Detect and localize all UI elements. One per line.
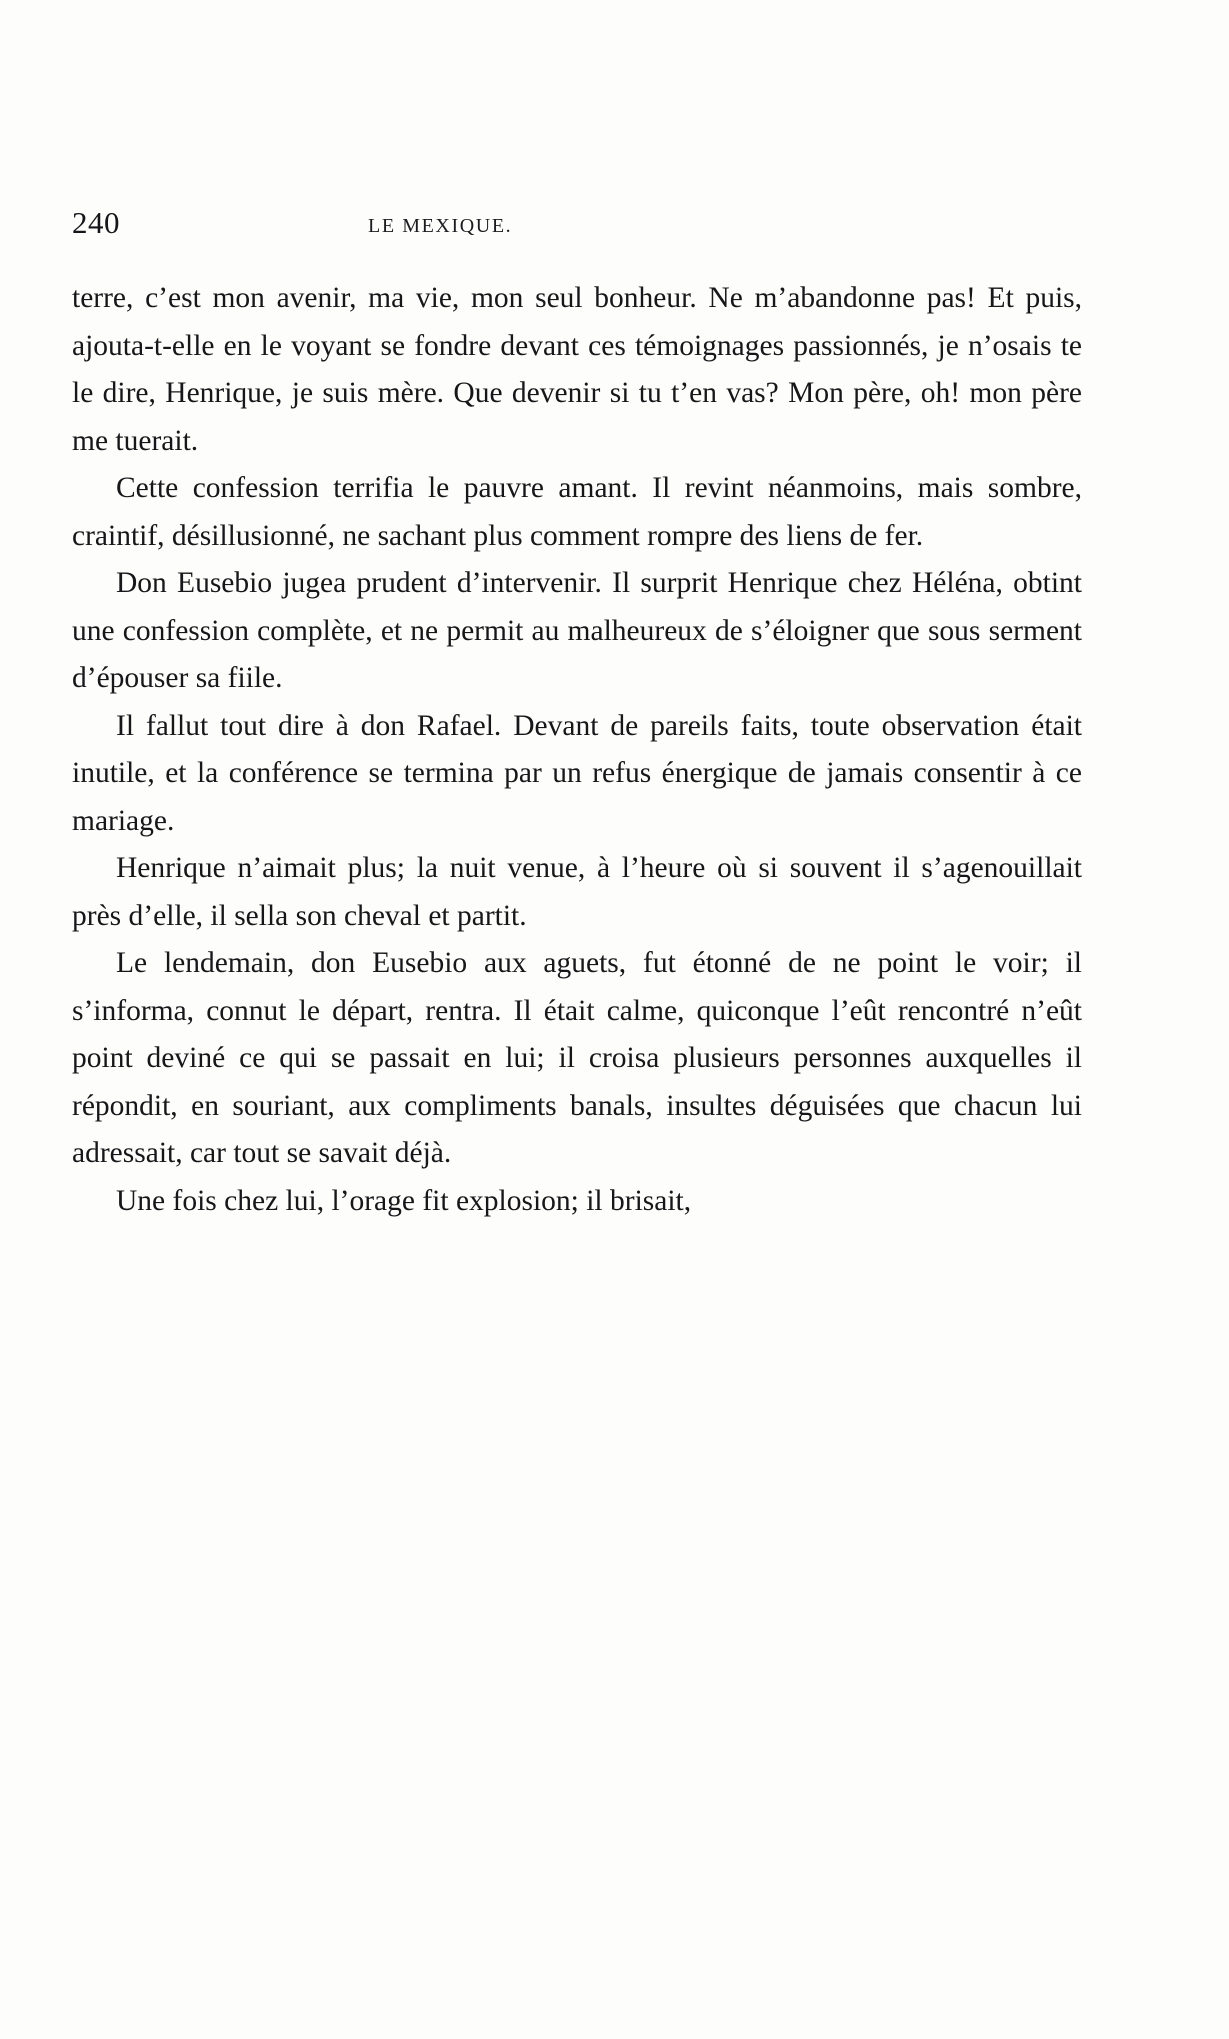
body-text xyxy=(72,275,1082,1225)
paragraph: Henrique n’aimait plus; la nuit venue, à l’heure où si souvent il s’agenouillait près d’elle, il sella son cheval et partit. xyxy=(72,852,1082,932)
paragraph: Une fois chez lui, l’orage fit explosion; il brisait, xyxy=(116,1184,692,1217)
page-content xyxy=(72,205,1082,1225)
paragraph: Il fallut tout dire à don Rafael. Devant de pareils faits, toute observation était inutile, et la conférence se termina par un refus énergique de jamais consentir à ce mariage. xyxy=(72,709,1082,837)
paragraph: Don Eusebio jugea prudent d’intervenir. Il surprit Henrique chez Héléna, obtint une confession complète, et ne permit au malheureux de s’éloigner que sous serment d’épouser sa fiile. xyxy=(72,567,1082,694)
page-number: 240 xyxy=(72,205,120,240)
paragraph: terre, c’est mon avenir, ma vie, mon seul bonheur. Ne m’abandonne pas! Et puis, ajouta-t-elle en le voyant se fondre devant ces témoignages passionnés, je n’osais te le dire, Henrique, je suis mère. Que devenir si tu t’en vas? Mon père, oh! mon père me tuerait. xyxy=(72,282,1082,457)
running-head: LE MEXIQUE. xyxy=(368,215,513,237)
paragraph: Cette confession terrifia le pauvre amant. Il revint néanmoins, mais sombre, craintif, désillusionné, ne sachant plus comment rompre des liens de fer. xyxy=(72,472,1082,552)
page-header xyxy=(72,205,1082,257)
paragraph: Le lendemain, don Eusebio aux aguets, fut étonné de ne point le voir; il s’informa, connut le départ, rentra. Il était calme, quiconque l’eût rencontré n’eût point deviné ce qui se passait en lui; il croisa plusieurs personnes auxquelles il répondit, en souriant, aux compliments banals, insultes déguisées que chacun lui adressait, car tout se savait déjà. xyxy=(72,947,1082,1169)
